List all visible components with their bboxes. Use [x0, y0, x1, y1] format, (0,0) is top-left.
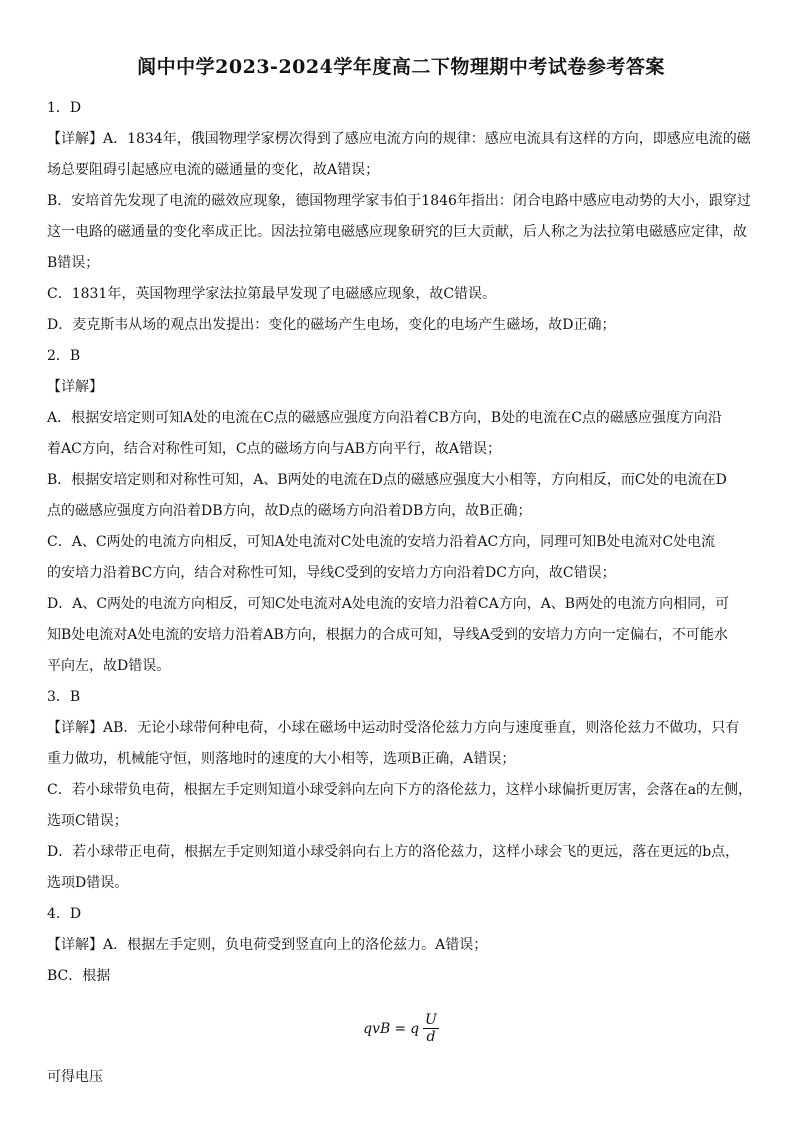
text-line: 可得电压 [47, 1069, 103, 1085]
text-line: D．若小球带正电荷，根据左手定则知道小球受斜向右上方的洛伦兹力，这样小球会飞的更远，落在更远的b点， [47, 844, 740, 860]
formula [363, 1012, 439, 1045]
text-line: C．A、C两处的电流方向相反，可知A处电流对C处电流的安培力沿着AC方向，同理可知B处电流对C处电流 [47, 534, 716, 550]
text-line: 【详解】 [47, 379, 103, 395]
formula-coef: q [410, 1020, 420, 1037]
text-line: 着AC方向，结合对称性可知，C点的磁场方向与AB方向平行，故A错误； [47, 441, 502, 457]
formula-lhs: qvB [363, 1020, 391, 1037]
text-line: C．1831年，英国物理学家法拉第最早发现了电磁感应现象，故C错误。 [47, 286, 497, 302]
text-line: A．根据安培定则可知A处的电流在C点的磁感应强度方向沿着CB方向，B处的电流在C点的磁感应强度方向沿 [47, 410, 722, 426]
text-line: 【详解】AB．无论小球带何种电荷，小球在磁场中运动时受洛伦兹力方向与速度垂直，则洛伦兹力不做功，只有 [47, 720, 740, 736]
text-line: 【详解】A．根据左手定则，负电荷受到竖直向上的洛伦兹力。A错误； [47, 937, 488, 953]
text-line: D．A、C两处的电流方向相反，可知C处电流对A处电流的安培力沿着CA方向，A、B两处的电流方向相同，可 [47, 596, 730, 612]
document-page [47, 52, 755, 1093]
formula-block [47, 998, 755, 1062]
text-line: 点的磁感应强度方向沿着DB方向，故D点的磁场方向沿着DB方向，故B正确； [47, 503, 532, 519]
answer-body-b [47, 1062, 755, 1093]
formula-equals: = [394, 1020, 407, 1037]
text-line: C．若小球带负电荷，根据左手定则知道小球受斜向左向下方的洛伦兹力，这样小球偏折更厉害，会落在a的左侧， [47, 782, 753, 798]
text-line: B错误； [47, 255, 100, 271]
text-line: 4．D [47, 906, 82, 922]
answer-body-a [47, 93, 755, 992]
text-line: B．根据安培定则和对称性可知，A、B两处的电流在D点的磁感应强度大小相等，方向相反，而C处的电流在D [47, 472, 727, 488]
fraction-numerator: U [425, 1012, 437, 1028]
text-line: 选项D错误。 [47, 875, 129, 891]
text-line: 3．B [47, 689, 81, 705]
fraction-denominator: d [426, 1029, 436, 1045]
text-line: 1．D [47, 100, 82, 116]
text-line: 【详解】A．1834年，俄国物理学家楞次得到了感应电流方向的规律：感应电流具有这样的方向，即感应电流的磁 [47, 131, 751, 147]
text-line: 重力做功，机械能守恒，则落地时的速度的大小相等，选项B正确，A错误； [47, 751, 516, 767]
text-line: 2．B [47, 348, 81, 364]
formula-fraction [423, 1012, 439, 1045]
text-line: BC．根据 [47, 968, 111, 984]
text-line: 这一电路的磁通量的变化率成正比。因法拉第电磁感应现象研究的巨大贡献，后人称之为法拉第电磁感应定律，故 [47, 224, 747, 240]
text-line: 平向左，故D错误。 [47, 658, 171, 674]
text-line: D．麦克斯韦从场的观点出发提出：变化的磁场产生电场，变化的电场产生磁场，故D正确； [47, 317, 616, 333]
text-line: 的安培力沿着BC方向，结合对称性可知，导线C受到的安培力方向沿着DC方向，故C错误； [47, 565, 616, 581]
text-line: 知B处电流对A处电流的安培力沿着AB方向，根据力的合成可知，导线A受到的安培力方向一定偏右，不可能水 [47, 627, 728, 643]
text-line: B．安培首先发现了电流的磁效应现象，德国物理学家韦伯于1846年指出：闭合电路中感应电动势的大小，跟穿过 [47, 193, 751, 209]
text-line: 选项C错误； [47, 813, 128, 829]
document-title: 阆中中学2023-2024学年度高二下物理期中考试卷参考答案 [137, 56, 665, 78]
text-line: 场总要阻碍引起感应电流的磁通量的变化，故A错误； [47, 162, 380, 178]
